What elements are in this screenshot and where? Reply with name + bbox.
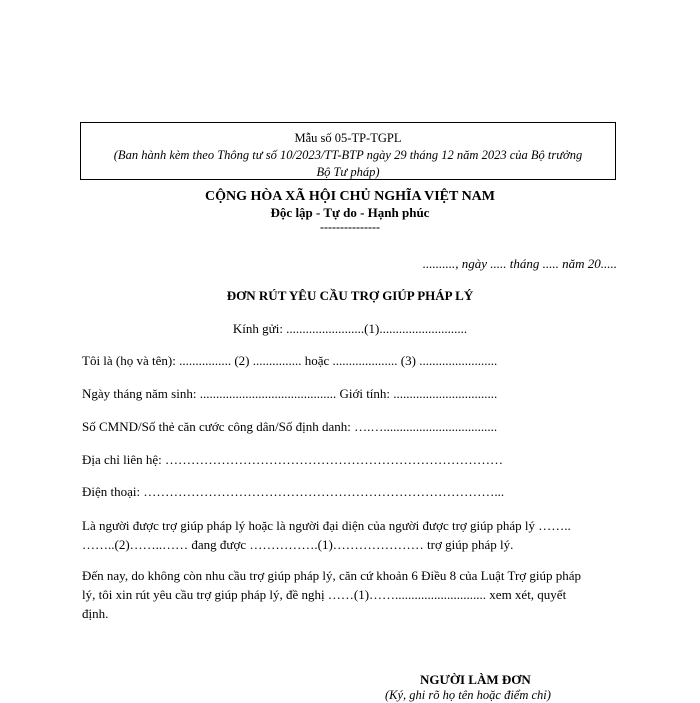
signature-note: (Ký, ghi rõ họ tên hoặc điểm chỉ) bbox=[385, 688, 551, 702]
id-number-field: Số CMND/Số thẻ căn cước công dân/Số định danh: ….…................................... bbox=[82, 419, 498, 434]
withdrawal-paragraph-line2: lý, tôi xin rút yêu cầu trợ giúp pháp lý, đề nghị ……(1)……............................ xem xét, quyết bbox=[82, 587, 567, 602]
recipient-line: Kính gửi: ........................(1)........................... bbox=[232, 321, 468, 336]
issued-by-line1: (Ban hành kèm theo Thông tư số 10/2023/TT-BTP ngày 29 tháng 12 năm 2023 của Bộ trưởng bbox=[113, 148, 583, 162]
withdrawal-paragraph-line1: Đến nay, do không còn nhu cầu trợ giúp pháp lý, căn cứ khoản 6 Điều 8 của Luật Trợ giúp pháp bbox=[82, 568, 582, 583]
date-line: .........., ngày ..... tháng ..... năm 20..... bbox=[422, 256, 617, 271]
withdrawal-paragraph-line3: định. bbox=[82, 606, 109, 621]
name-field: Tôi là (họ và tên): ................ (2) ............... hoặc .................... (3) ........................ bbox=[82, 353, 498, 368]
issued-by-line2: Bộ Tư pháp) bbox=[316, 165, 380, 179]
document-title: ĐƠN RÚT YÊU CẦU TRỢ GIÚP PHÁP LÝ bbox=[226, 288, 474, 303]
birth-gender-field: Ngày tháng năm sinh: .......................................... Giới tính: ................................ bbox=[82, 386, 498, 401]
form-header-box bbox=[80, 122, 616, 180]
phone-field: Điện thoại: ………………………………………………………………………... bbox=[82, 484, 505, 499]
requester-paragraph-line1: Là người được trợ giúp pháp lý hoặc là người đại diện của người được trợ giúp pháp lý …….. bbox=[82, 518, 571, 533]
country-name: CỘNG HÒA XÃ HỘI CHỦ NGHĨA VIỆT NAM bbox=[204, 189, 495, 204]
withdrawal-paragraph bbox=[82, 566, 622, 623]
motto-divider: --------------- bbox=[320, 220, 380, 234]
requester-paragraph-line2: ……..(2)……..…… đang được …………….(1)………………… trợ giúp pháp lý. bbox=[82, 537, 514, 552]
national-motto: Độc lập - Tự do - Hạnh phúc bbox=[270, 205, 430, 220]
form-number: Mẫu số 05-TP-TGPL bbox=[294, 131, 402, 145]
address-field: Địa chỉ liên hệ: …………………………………………………………………… bbox=[82, 452, 504, 467]
signature-label: NGƯỜI LÀM ĐƠN bbox=[420, 672, 531, 687]
requester-paragraph bbox=[82, 516, 622, 554]
